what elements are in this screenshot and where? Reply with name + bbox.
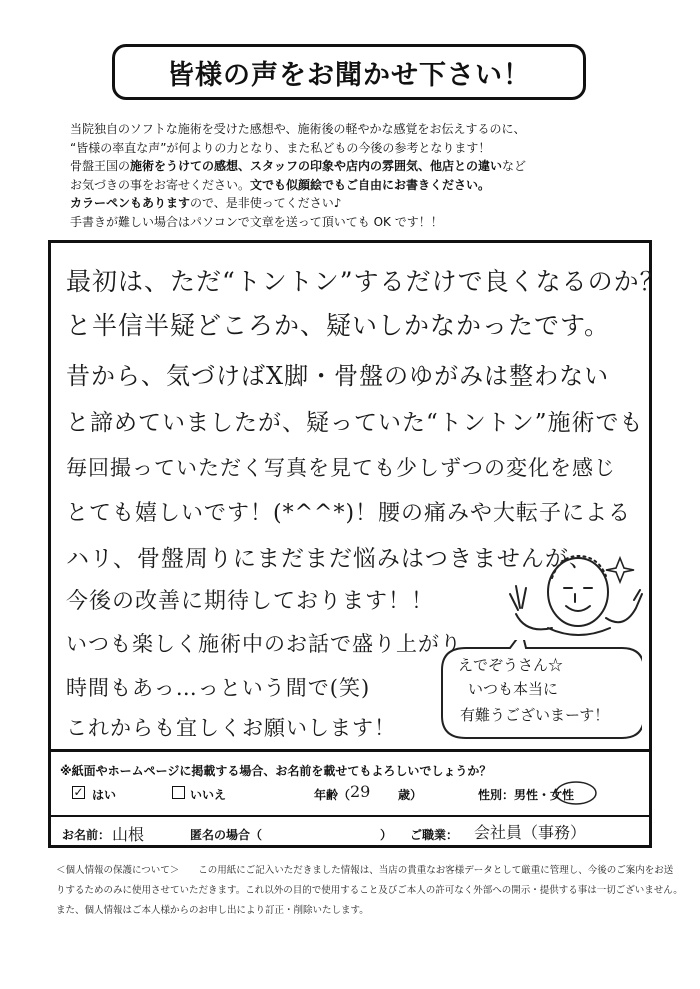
- handwritten-line: 今後の改善に期待しております！！: [66, 589, 435, 614]
- page-title: 皆様の声をお聞かせ下さい！: [167, 59, 531, 91]
- name-label: お名前：: [62, 828, 111, 842]
- intro-text: [70, 120, 670, 232]
- handwritten-line: 毎回撮っていただく写真を見ても少しずつの変化を感じ: [66, 456, 616, 480]
- no-checkbox[interactable]: [172, 786, 185, 799]
- privacy-note-line: また、個人情報はご本人様からのお申し出により訂正・削除いたします。: [56, 905, 369, 916]
- handwritten-line: これからも宜しくお願いします！: [66, 716, 396, 740]
- privacy-note-line: りするためのみに使用させていただきます。これ以外の目的で使用すること及びご本人の許可なく外部への開示・提供する事は一切ございません。: [56, 885, 683, 896]
- name-value: 山根: [112, 825, 145, 844]
- yes-checkbox[interactable]: ✓: [73, 785, 84, 799]
- bubble-line: いつも本当に: [468, 680, 559, 698]
- age-value: 29: [350, 782, 371, 801]
- job-value: 会社員（事務）: [474, 823, 587, 842]
- handwritten-line: 最初は、ただ“トントン”するだけで良くなるのか？: [66, 267, 666, 296]
- handwritten-line: 時間もあっ…っという間で(笑): [66, 676, 371, 700]
- bubble-line: えでぞうさん☆: [458, 656, 564, 674]
- bubble-line: 有難うございまーす！: [460, 706, 610, 724]
- handwritten-line: とても嬉しいです！(*^^*)！腰の痛みや大転子による: [66, 501, 632, 526]
- intro-line-4: お気づきの事をお寄せください。文でも似顔絵でもご自由にお書きください。: [70, 177, 491, 192]
- handwritten-line: ハリ、骨盤周りにまだまだ悩みはつきませんが、: [66, 546, 593, 572]
- yes-label: はい: [92, 788, 117, 802]
- intro-line-3: 骨盤王国の施術をうけての感想、スタッフの印象や店内の雰囲気、他店との違いなど: [70, 159, 527, 174]
- handwritten-line: と半信半疑どころか、疑いしかなかったです。: [66, 311, 611, 340]
- form-divider: [48, 815, 652, 817]
- anon-close: ）: [380, 828, 393, 842]
- gender-circle: [553, 779, 599, 807]
- intro-line-2: “皆様の率直な声”が何よりの力となり、また私どもの今後の参考となります！: [70, 140, 491, 155]
- portrait-drawing: [500, 548, 650, 648]
- handwritten-line: と諦めていましたが、疑っていた“トントン”施術でも: [66, 410, 644, 436]
- intro-line-5: カラーペンもありますので、是非使ってください♪: [70, 196, 342, 211]
- handwritten-line: 昔から、気づけばX脚・骨盤のゆがみは整わない: [66, 362, 610, 390]
- anon-label: 匿名の場合（: [190, 828, 263, 842]
- title-box: [112, 44, 586, 100]
- gender-label: 性別：男性・女性: [478, 788, 575, 802]
- no-label: いいえ: [190, 788, 227, 802]
- job-label: ご職業：: [410, 828, 459, 842]
- publish-question: ※紙面やホームページに掲載する場合、お名前を載せてもよろしいでしょうか？: [60, 764, 492, 778]
- intro-line-1: 当院独自のソフトな施術を受けた感想や、施術後の軽やかな感覚をお伝えするのに、: [70, 122, 526, 136]
- intro-line-6: 手書きが難しい場合はパソコンで文章を送って頂いても OK です！！: [70, 214, 443, 229]
- handwritten-line: いつも楽しく施術中のお話で盛り上がり: [66, 632, 462, 656]
- privacy-note-line: ＜個人情報の保護について＞ この用紙にご記入いただきました情報は、当店の貴重なお客様データとして厳重に管理し、今後のご案内をお送: [56, 865, 674, 876]
- age-unit: 歳）: [398, 788, 423, 802]
- age-label: 年齢（: [314, 788, 351, 802]
